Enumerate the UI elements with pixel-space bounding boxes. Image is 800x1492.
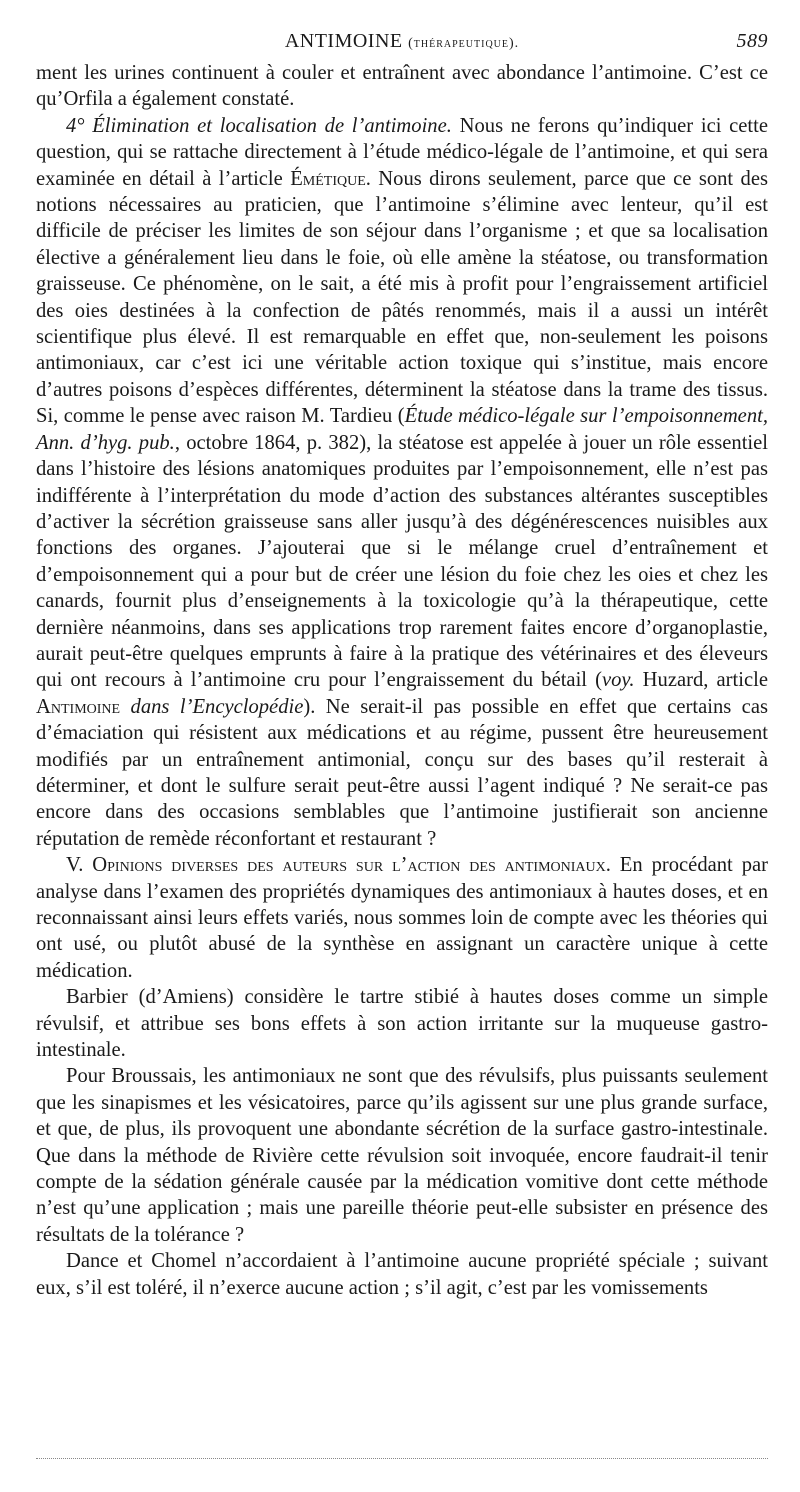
article-reference-emetique: Émétique (290, 167, 366, 190)
running-header (36, 30, 768, 60)
page-number: 589 (736, 30, 768, 52)
text-run: . Nous dirons seulement, parce que ce sont des notions nécessaires au praticien, que l’antimoine s’élimine avec lenteur, qu’il est difficile de préciser les limites de son séjour dans l’organisme ; et que sa localisation élective a généralement lieu dans le foie, où elle amène la stéatose, ou transformation graisseuse. Ce phénomène, on le sait, a été mis à profit pour l’engraissement artificiel des oies destinées à la confection de pâtés renommés, mais il a aussi un intérêt scientifique plus élevé. Il est remarquable en effet que, non-seulement les poisons antimoniaux, car c’est ici une véritable action toxique qui s’institue, mais encore d’autres poisons d’espèces différentes, déterminent la stéatose dans la trame des tissus. Si, comme le pense avec raison M. Tardieu ( (36, 167, 768, 428)
article-reference-antimoine: Antimoine (36, 695, 121, 718)
section-heading-elimination: 4° Élimination et localisation de l’antimoine. (66, 114, 452, 137)
paragraph-elimination (36, 113, 768, 852)
paragraph-barbier: Barbier (d’Amiens) considère le tartre stibié à hautes doses comme un simple révulsif, et attribue ses bons effets à son action irritante sur la muqueuse gastro-intestinale. (36, 986, 768, 1062)
paragraph-opinions (36, 852, 768, 984)
text-run: , octobre 1864, p. 382), la stéatose est appelée à jouer un rôle essentiel dans l’histoire des lésions anatomiques produites par l’empoisonnement, elle n’est pas indifférente à l’interprétation du mode d’action des substances altérantes susceptibles d’activer la sécrétion graisseuse sans aller jusqu’à des dégénérescences nuisibles aux fonctions des organes. J’ajouterai que si le mélange cruel d’entraînement et d’empoisonnement qui a pour but de créer une lésion du foie chez les oies et chez les canards, fournit plus d’enseignements à la toxicologie qu’à la thérapeutique, cette dernière néanmoins, dans ses applications trop rarement faites encore d’organoplastie, aurait peut-être quelques emprunts à faire à la pratique des vétérinaires et des éleveurs qui ont recours à l’antimoine cru pour l’engraissement du bétail ( (36, 431, 769, 692)
paragraph-broussais: Pour Broussais, les antimoniaux ne sont que des révulsifs, plus puissants seulement que les sinapismes et les vésicatoires, parce qu’ils agissent sur une plus grande surface, et que, de plus, ils provoquent une abondante sécrétion de la surface gastro-intestinale. Que dans la méthode de Rivière cette révulsion soit invoquée, encore faudrait-il tenir compte de la sédation générale causée par la médication vomitive dont cette méthode n’est qu’une application ; mais une pareille théorie peut-elle subsister en présence des résultats de la tolérance ? (36, 1065, 768, 1246)
body-text (36, 60, 768, 1301)
text-run: Huzard, article (634, 669, 768, 692)
citation-voy: voy. (601, 669, 635, 692)
text-run: ). Ne serait-il pas possible en effet que certains cas d’émaciation qui résistent aux médications et au régime, pussent être heureusement modifiés par un entraînement antimonial, conçu sur des bases qu’il resterait à déterminer, et dont le sulfure serait peut-être aussi l’agent indiqué ? Ne serait-ce pas encore dans des occasions semblables que l’antimoine justifierait son ancienne réputation de remède réconfortant et restaurant ? (36, 695, 768, 850)
text-run: En procédant par analyse dans l’examen des propriétés dynamiques des antimoniaux à hautes doses, et en reconnaissant ainsi leurs effets variés, nous sommes loin de compte avec les théories qui ont usé, ou plutôt abusé de la synthèse en assignant un caractère unique à cette médication. (36, 854, 768, 982)
section-heading-opinions: V. Opinions diverses des auteurs sur l’action des antimoniaux. (66, 854, 611, 877)
citation-tardieu: Étude médico-légale sur l’empoisonnement, Ann. d’hyg. pub. (36, 405, 768, 454)
header-title-main: ANTIMOINE (284, 30, 403, 52)
paragraph-dance-chomel: Dance et Chomel n’accordaient à l’antimoine aucune propriété spéciale ; suivant eux, s’il est toléré, il n’exerce aucune action ; s’il agit, c’est par les vomissements (36, 1250, 768, 1299)
paragraph-continuation: ment les urines continuent à couler et entraînent avec abondance l’antimoine. C’est ce qu’Orfila a également constaté. (36, 62, 768, 111)
header-title-sub: (thérapeutique). (408, 36, 520, 51)
citation-encyclopedie: dans l’Encyclopédie (120, 695, 304, 718)
header-title (285, 30, 519, 53)
footer-dotted-rule (36, 1458, 768, 1459)
text-run: Nous ne ferons qu’indiquer ici cette question, qui se rattache directement à l’étude médico-légale de l’antimoine, et qui sera examinée en détail à l’article (36, 114, 768, 190)
